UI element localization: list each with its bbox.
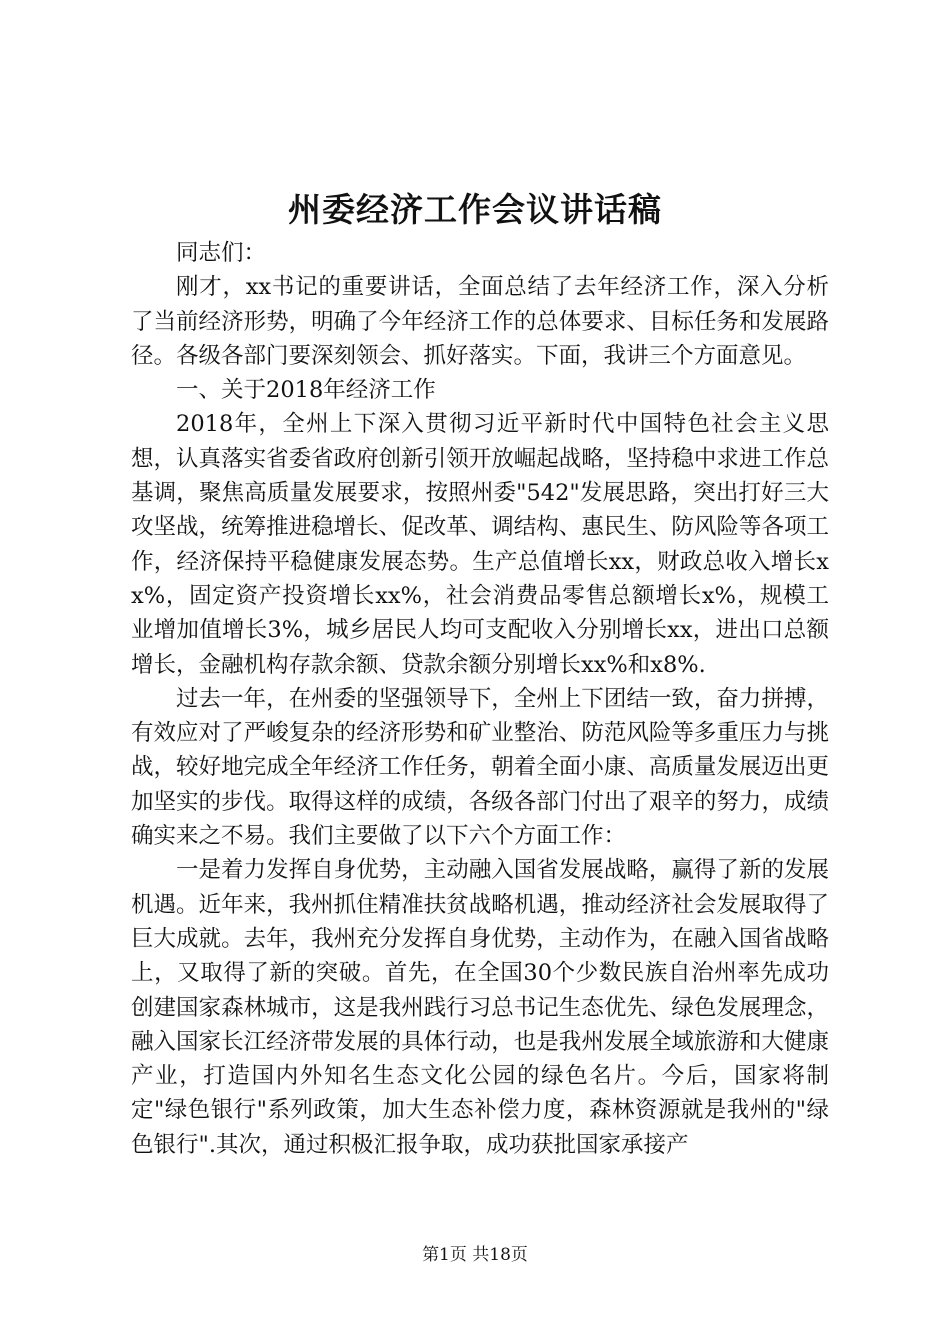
- paragraph-intro: 刚才，xx书记的重要讲话，全面总结了去年经济工作，深入分析了当前经济形势，明确了今年经济工作的总体要求、目标任务和发展路径。各级各部门要深刻领会、抓好落实。下面，我讲三个方面意见。: [131, 274, 829, 369]
- paragraph-past-year: 过去一年，在州委的坚强领导下，全州上下团结一致，奋力拼搏，有效应对了严峻复杂的经济形势和矿业整治、防范风险等多重压力与挑战，较好地完成全年经济工作任务，朝着全面小康、高质量发展迈出更加坚实的步伐。取得这样的成绩，各级各部门付出了艰辛的努力，成绩确实来之不易。我们主要做了以下六个方面工作：: [131, 685, 829, 850]
- document-title: 州委经济工作会议讲话稿: [288, 190, 662, 229]
- paragraph-salutation: 同志们：: [176, 240, 267, 266]
- page-footer: 第1页 共18页: [422, 1245, 528, 1265]
- paragraph-point-one: 一是着力发挥自身优势，主动融入国省发展战略，赢得了新的发展机遇。近年来，我州抓住精准扶贫战略机遇，推动经济社会发展取得了巨大成就。去年，我州充分发挥自身优势，主动作为，在融入国省战略上，又取得了新的突破。首先，在全国30个少数民族自治州率先成功创建国家森林城市，这是我州践行习总书记生态优先、绿色发展理念，融入国家长江经济带发展的具体行动，也是我州发展全域旅游和大健康产业，打造国内外知名生态文化公园的绿色名片。今后，国家将制定"绿色银行"系列政策，加大生态补偿力度，森林资源就是我州的"绿色银行".其次，通过积极汇报争取，成功获批国家承接产: [131, 857, 829, 1158]
- section-heading-1: 一、关于2018年经济工作: [176, 377, 436, 404]
- paragraph-2018-overview: 2018年，全州上下深入贯彻习近平新时代中国特色社会主义思想，认真落实省委省政府创新引领开放崛起战略，坚持稳中求进工作总基调，聚焦高质量发展要求，按照州委"542"发展思路，突出打好三大攻坚战，统筹推进稳增长、促改革、调结构、惠民生、防风险等各项工作，经济保持平稳健康发展态势。生产总值增长xx，财政总收入增长xx%，固定资产投资增长xx%，社会消费品零售总额增长x%，规模工业增加值增长3%，城乡居民人均可支配收入分别增长xx，进出口总额增长，金融机构存款余额、贷款余额分别增长xx%和x8%.: [131, 411, 829, 678]
- document-body: [131, 236, 829, 1162]
